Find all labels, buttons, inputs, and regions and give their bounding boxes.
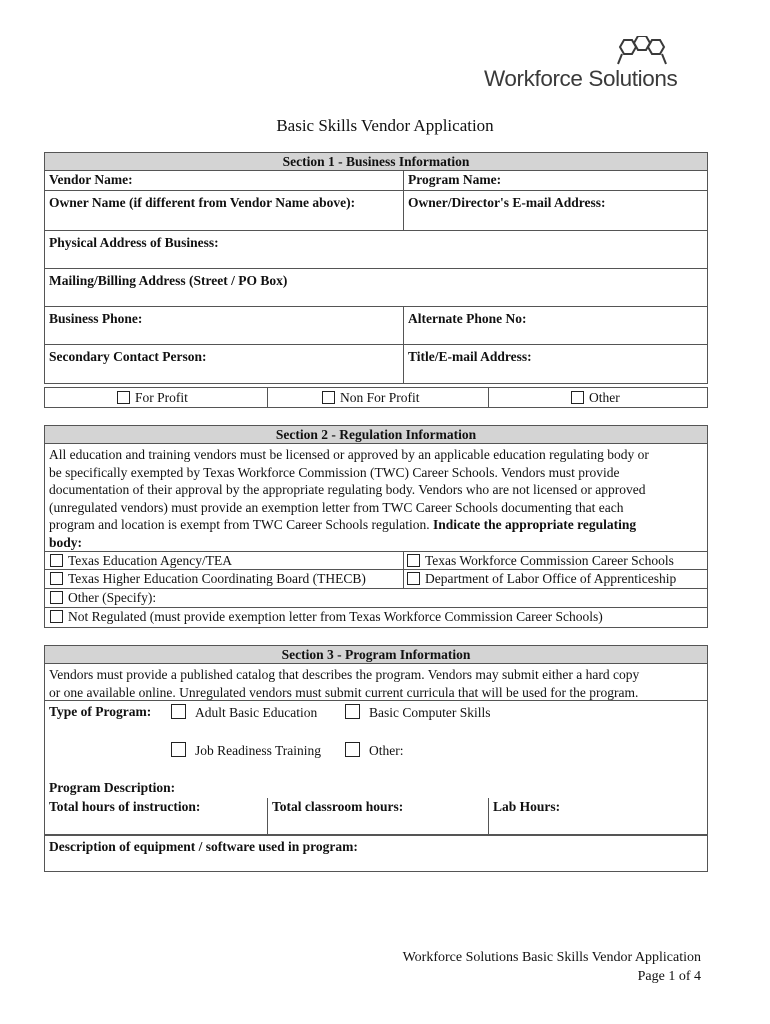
other-regulator-label: Other (Specify): — [68, 590, 157, 605]
type-of-program-label: Type of Program: — [49, 704, 152, 719]
other-org-label: Other — [589, 390, 620, 405]
non-profit-label: Non For Profit — [340, 390, 420, 405]
tea-checkbox[interactable] — [50, 554, 63, 567]
dol-option[interactable] — [403, 570, 707, 588]
twc-option[interactable] — [403, 552, 707, 569]
lab-hours-field[interactable]: Lab Hours: — [488, 798, 707, 834]
program-description-field[interactable]: Program Description: — [49, 780, 176, 795]
thecb-checkbox[interactable] — [50, 572, 63, 585]
section-2-header: Section 2 - Regulation Information — [45, 426, 707, 444]
other-regulator-option[interactable] — [45, 589, 707, 607]
non-profit-checkbox[interactable] — [322, 391, 335, 404]
job-readiness-training-label: Job Readiness Training — [195, 743, 322, 758]
basic-computer-skills-option[interactable] — [345, 704, 491, 721]
not-regulated-option[interactable] — [45, 608, 707, 627]
program-instruction-line: Vendors must provide a published catalog that describes the program. Vendors may submit either a hard copy — [49, 667, 640, 682]
other-org-checkbox[interactable] — [571, 391, 584, 404]
document-title: Basic Skills Vendor Application — [276, 116, 494, 135]
not-regulated-checkbox[interactable] — [50, 610, 63, 623]
regulation-instruction: Indicate the appropriate regulating — [433, 517, 637, 532]
basic-computer-skills-label: Basic Computer Skills — [369, 705, 491, 720]
vendor-name-field[interactable]: Vendor Name: — [49, 172, 133, 187]
page-footer — [403, 948, 701, 986]
other-program-option[interactable] — [345, 742, 404, 759]
twc-checkbox[interactable] — [407, 554, 420, 567]
program-instructions — [45, 664, 707, 701]
other-program-label: Other: — [369, 743, 404, 758]
regulation-line: All education and training vendors must be licensed or approved by an applicable education regulating body or — [49, 447, 649, 462]
program-instruction-line: or one available online. Unregulated vendors must submit current curricula that will be used for the program. — [49, 684, 639, 700]
page-number: Page 1 of 4 — [637, 969, 701, 984]
regulation-paragraph — [45, 444, 707, 551]
secondary-contact-field[interactable]: Secondary Contact Person: — [49, 349, 207, 364]
regulation-line: be specifically exempted by Texas Workforce Commission (TWC) Career Schools. Vendors must provide — [49, 464, 620, 480]
owner-name-field[interactable]: Owner Name (if different from Vendor Name above): — [49, 195, 356, 210]
job-readiness-training-checkbox[interactable] — [171, 742, 186, 757]
equipment-description-field[interactable]: Description of equipment / software used in program: — [49, 839, 358, 854]
business-phone-field[interactable]: Business Phone: — [49, 311, 143, 326]
logo-text: Workforce Solutions — [484, 66, 678, 91]
regulation-line: (unregulated vendors) must provide an exemption letter from TWC Career Schools documenting that each — [49, 499, 624, 515]
regulation-line: documentation of their approval by the appropriate regulating body. Vendors who are not licensed or approved — [49, 482, 646, 497]
other-regulator-checkbox[interactable] — [50, 591, 63, 604]
total-hours-field[interactable]: Total hours of instruction: — [49, 799, 201, 814]
section-1-header: Section 1 - Business Information — [45, 153, 707, 171]
for-profit-label: For Profit — [135, 390, 188, 405]
regulation-instruction-end: body: — [49, 534, 83, 550]
job-readiness-training-option[interactable] — [171, 742, 321, 759]
other-org-option[interactable] — [488, 388, 707, 407]
tea-option[interactable] — [45, 552, 403, 569]
program-type-area — [45, 701, 707, 798]
for-profit-checkbox[interactable] — [117, 391, 130, 404]
dol-label: Department of Labor Office of Apprenticeship — [425, 571, 677, 586]
section-1-business-information — [44, 152, 708, 384]
tea-label: Texas Education Agency/TEA — [68, 553, 233, 568]
adult-basic-education-label: Adult Basic Education — [195, 705, 318, 720]
regulation-line: program and location is exempt from TWC Career Schools regulation. — [49, 517, 434, 532]
twc-label: Texas Workforce Commission Career Schools — [425, 553, 674, 568]
hexagon-logo-icon — [612, 36, 676, 66]
section-3-header: Section 3 - Program Information — [45, 646, 707, 664]
title-email-field[interactable]: Title/E-mail Address: — [403, 345, 707, 383]
dol-checkbox[interactable] — [407, 572, 420, 585]
classroom-hours-field[interactable]: Total classroom hours: — [267, 798, 488, 834]
section-2-regulation-information — [44, 425, 708, 628]
workforce-solutions-logo — [484, 36, 704, 98]
adult-basic-education-option[interactable] — [171, 704, 317, 721]
physical-address-field[interactable]: Physical Address of Business: — [49, 235, 219, 250]
section-3-program-information — [44, 645, 708, 872]
non-profit-option[interactable] — [267, 388, 488, 407]
program-name-field[interactable]: Program Name: — [403, 171, 707, 190]
organization-type-row — [44, 387, 708, 408]
alternate-phone-field[interactable]: Alternate Phone No: — [403, 307, 707, 344]
adult-basic-education-checkbox[interactable] — [171, 704, 186, 719]
owner-email-field[interactable]: Owner/Director's E-mail Address: — [403, 191, 707, 230]
not-regulated-label: Not Regulated (must provide exemption letter from Texas Workforce Commission Career Schools) — [68, 609, 603, 624]
for-profit-option[interactable] — [45, 388, 267, 407]
thecb-label: Texas Higher Education Coordinating Board (THECB) — [68, 571, 366, 586]
mailing-address-field[interactable]: Mailing/Billing Address (Street / PO Box) — [49, 273, 288, 288]
other-program-checkbox[interactable] — [345, 742, 360, 757]
thecb-option[interactable] — [45, 570, 403, 588]
basic-computer-skills-checkbox[interactable] — [345, 704, 360, 719]
footer-title: Workforce Solutions Basic Skills Vendor Application — [402, 950, 701, 965]
